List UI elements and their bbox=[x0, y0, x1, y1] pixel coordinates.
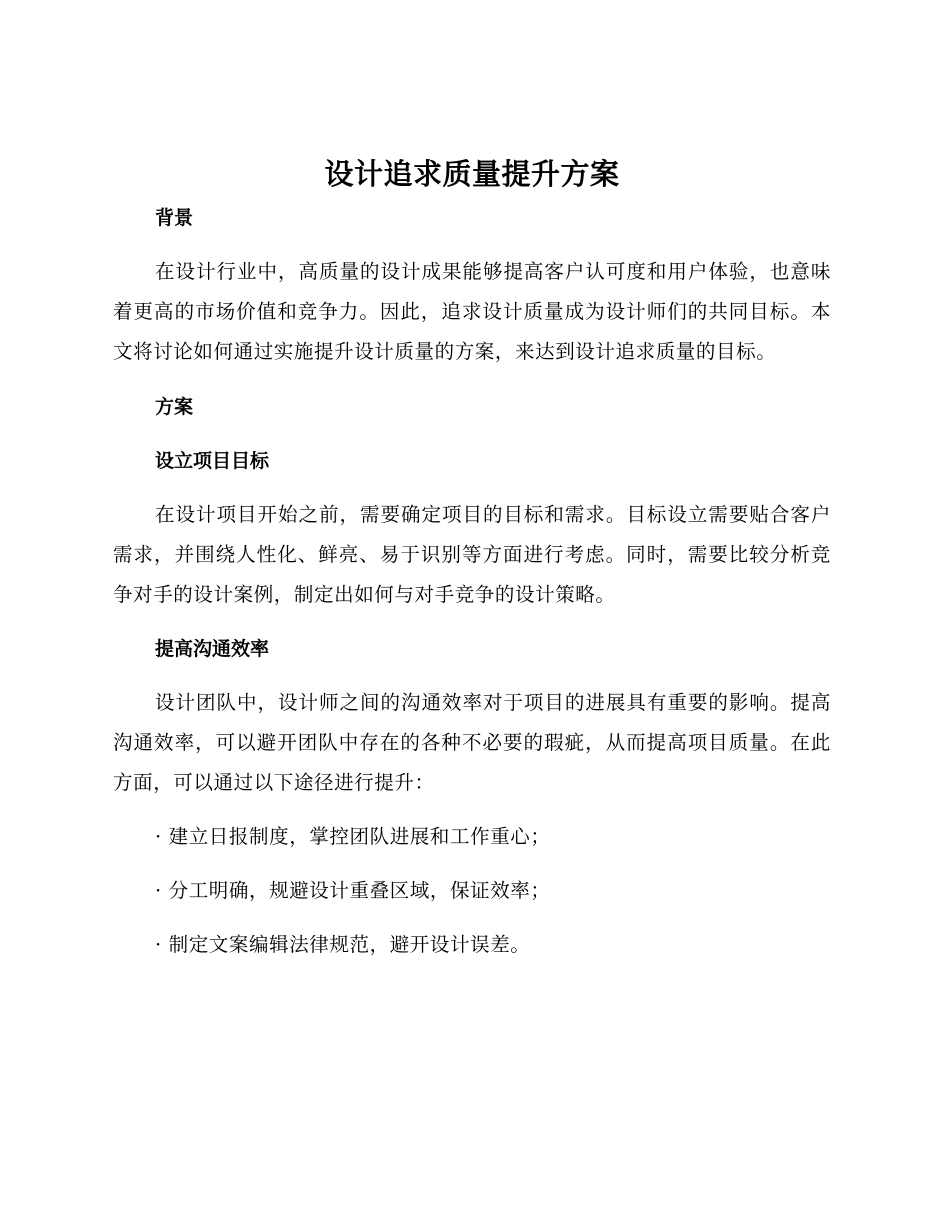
bullet-item: · 分工明确，规避设计重叠区域，保证效率； bbox=[155, 879, 551, 902]
document-title: 设计追求质量提升方案 bbox=[324, 157, 620, 191]
bullet-item: · 建立日报制度，掌控团队进展和工作重心； bbox=[155, 825, 551, 848]
background-paragraph: 在设计行业中，高质量的设计成果能够提高客户认可度和用户体验，也意味着更高的市场价值和竞争力。因此，追求设计质量成为设计师们的共同目标。本文将讨论如何通过实施提升设计质量的方案，来达到设计追求质量的目标。 bbox=[113, 260, 831, 363]
section-heading-background: 背景 bbox=[155, 207, 194, 229]
section-heading-plan: 方案 bbox=[155, 396, 194, 418]
document-page bbox=[113, 150, 831, 965]
communication-paragraph: 设计团队中，设计师之间的沟通效率对于项目的进展具有重要的影响。提高沟通效率，可以避开团队中存在的各种不必要的瑕疵，从而提高项目质量。在此方面，可以通过以下途径进行提升： bbox=[113, 691, 831, 794]
section-heading-goals: 设立项目目标 bbox=[155, 450, 270, 472]
goals-paragraph: 在设计项目开始之前，需要确定项目的目标和需求。目标设立需要贴合客户需求，并围绕人性化、鲜亮、易于识别等方面进行考虑。同时，需要比较分析竞争对手的设计案例，制定出如何与对手竞争的设计策略。 bbox=[113, 503, 831, 606]
bullet-item: · 制定文案编辑法律规范，避开设计误差。 bbox=[155, 933, 531, 956]
section-heading-communication: 提高沟通效率 bbox=[155, 638, 270, 660]
